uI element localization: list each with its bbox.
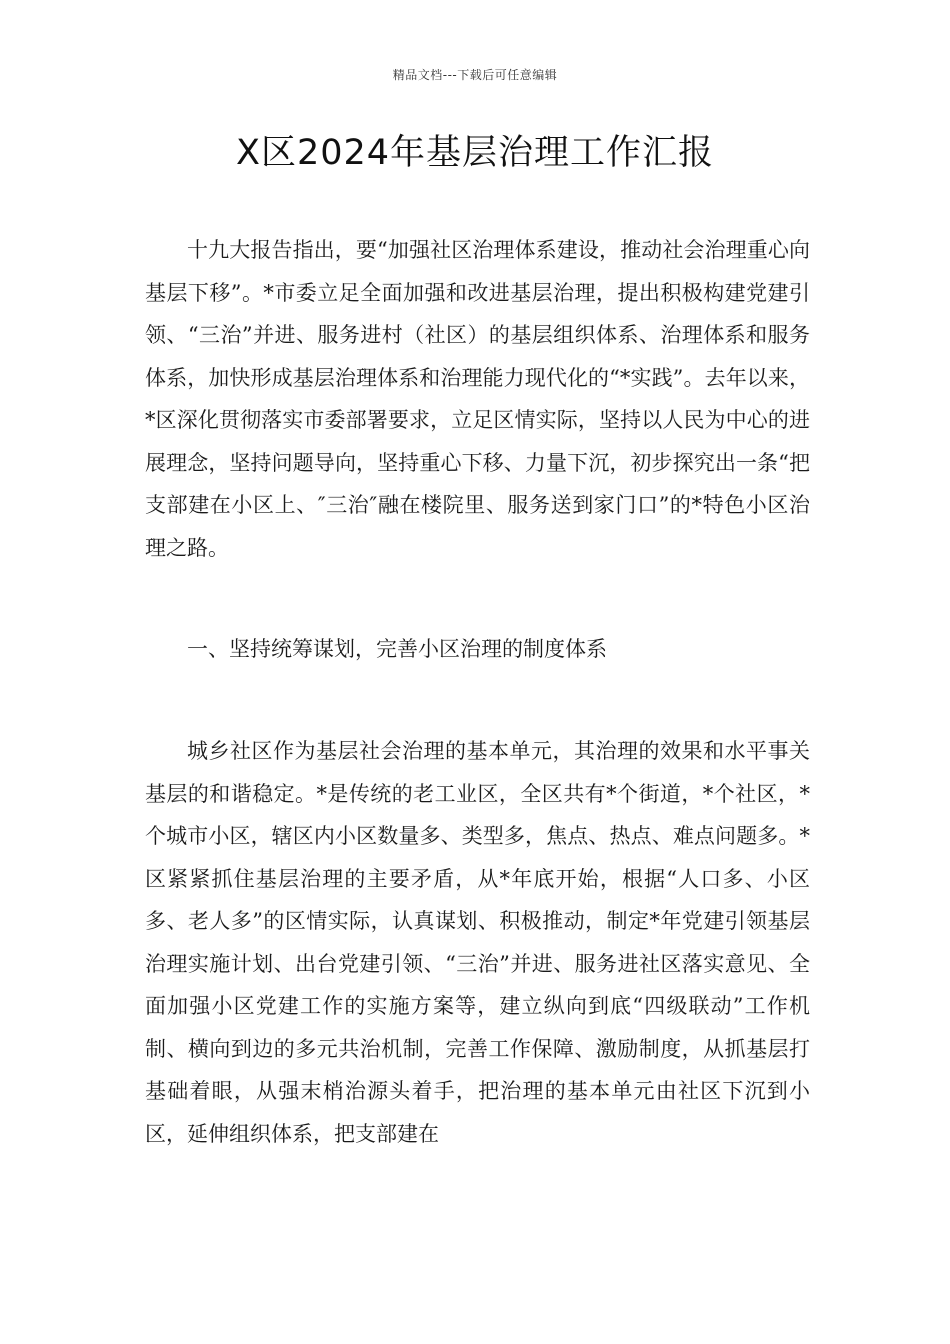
document-title: X区2024年基层治理工作汇报: [235, 133, 715, 173]
section-heading-1: 一、坚持统筹谋划，完善小区治理的制度体系: [187, 637, 607, 661]
page-header-note: 精品文档---下载后可任意编辑: [392, 68, 558, 82]
paragraph-intro: 十九大报告指出，要“加强社区治理体系建设，推动社会治理重心向基层下移”。*市委立足全面加强和改进基层治理，提出积极构建党建引领、“三治”并进、服务进村（社区）的基层组织体系、治理体系和服务体系，加快形成基层治理体系和治理能力现代化的“*实践”。去年以来，*区深化贯彻落实市委部署要求，立足区情实际，坚持以人民为中心的进展理念，坚持问题导向，坚持重心下移、力量下沉，初步探究出一条“把支部建在小区上、″三治″融在楼院里、服务送到家门口”的*特色小区治理之路。: [145, 238, 810, 560]
paragraph-section-1: 城乡社区作为基层社会治理的基本单元，其治理的效果和水平事关基层的和谐稳定。*是传统的老工业区，全区共有*个街道，*个社区，*个城市小区，辖区内小区数量多、类型多，焦点、热点、难点问题多。*区紧紧抓住基层治理的主要矛盾，从*年底开始，根据“人口多、小区多、老人多”的区情实际，认真谋划、积极推动，制定*年党建引领基层治理实施计划、出台党建引领、“三治”并进、服务进社区落实意见、全面加强小区党建工作的实施方案等，建立纵向到底“四级联动”工作机制、横向到边的多元共治机制，完善工作保障、激励制度，从抓基层打基础着眼，从强末梢治源头着手，把治理的基本单元由社区下沉到小区，延伸组织体系，把支部建在: [145, 739, 810, 1146]
